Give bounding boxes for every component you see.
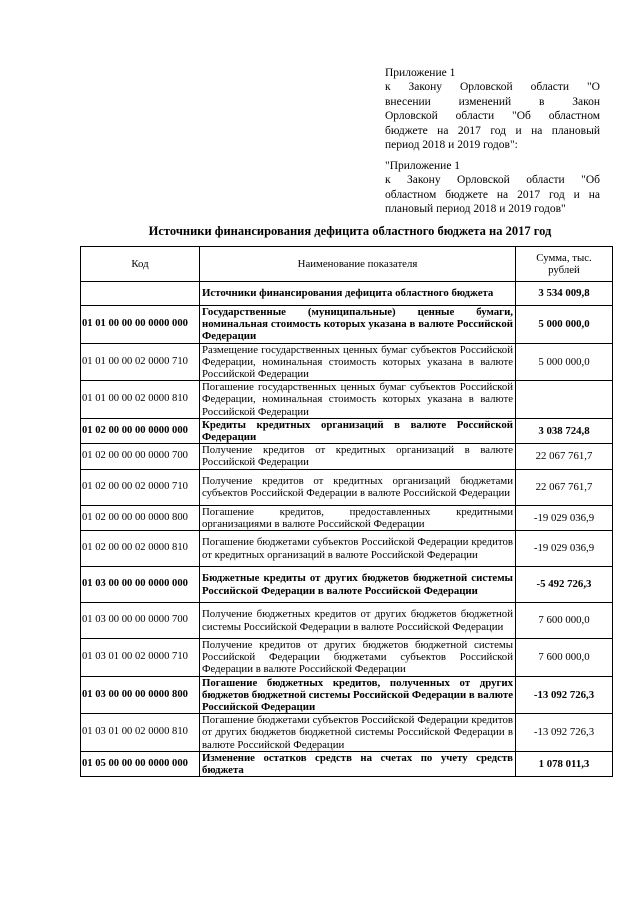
appendix-line: бюджете на 2017 год и на плановый <box>385 124 600 137</box>
table-row <box>81 714 613 752</box>
row-sum: 7 600 000,0 <box>516 603 613 639</box>
row-name: Источники финансирования дефицита областного бюджета <box>200 282 516 306</box>
table-header-row <box>81 247 613 282</box>
row-code: 01 05 00 00 00 0000 000 <box>81 751 200 776</box>
row-sum: 5 000 000,0 <box>516 343 613 381</box>
table-row <box>81 751 613 776</box>
table-row <box>81 505 613 530</box>
row-name: Государственные (муниципальные) ценные бумаги, номинальная стоимость которых указана в валюте Российской Федерации <box>200 306 516 344</box>
row-code: 01 03 01 00 02 0000 810 <box>81 714 200 752</box>
sources-table <box>80 246 613 777</box>
table-row <box>81 639 613 677</box>
row-code: 01 03 00 00 00 0000 800 <box>81 676 200 714</box>
table-row <box>81 282 613 306</box>
appendix-header <box>385 66 600 152</box>
table-row <box>81 306 613 344</box>
row-sum: 1 078 011,3 <box>516 751 613 776</box>
row-name: Погашение кредитов, предоставленных кредитными организациями в валюте Российской Федерации <box>200 505 516 530</box>
row-code: 01 01 00 00 00 0000 000 <box>81 306 200 344</box>
row-name: Погашение бюджетами субъектов Российской Федерации кредитов от других бюджетов бюджетной системы Российской Федерации в валюте Российской Федерации <box>200 714 516 752</box>
table-row <box>81 469 613 505</box>
table-row <box>81 676 613 714</box>
row-sum: 5 000 000,0 <box>516 306 613 344</box>
appendix-quoted-header <box>385 159 600 217</box>
row-code: 01 03 01 00 02 0000 710 <box>81 639 200 677</box>
row-sum: 22 067 761,7 <box>516 469 613 505</box>
row-code: 01 02 00 00 00 0000 000 <box>81 418 200 443</box>
table-row <box>81 381 613 419</box>
row-sum: -5 492 726,3 <box>516 567 613 603</box>
row-sum: 7 600 000,0 <box>516 639 613 677</box>
row-name: Кредиты кредитных организаций в валюте Российской Федерации <box>200 418 516 443</box>
header-sum <box>516 247 613 282</box>
row-sum: 22 067 761,7 <box>516 444 613 469</box>
row-sum: -13 092 726,3 <box>516 676 613 714</box>
row-name: Получение кредитов от кредитных организаций бюджетами субъектов Российской Федерации в валюте Российской Федерации <box>200 469 516 505</box>
table-row <box>81 343 613 381</box>
row-name: Погашение бюджетами субъектов Российской Федерации кредитов от кредитных организаций в валюте Российской Федерации <box>200 531 516 567</box>
row-sum: 3 038 724,8 <box>516 418 613 443</box>
row-name: Бюджетные кредиты от других бюджетов бюджетной системы Российской Федерации в валюте Российской Федерации <box>200 567 516 603</box>
row-name: Погашение бюджетных кредитов, полученных от других бюджетов бюджетной системы Российской Федерации в валюте Российской Федерации <box>200 676 516 714</box>
header-name: Наименование показателя <box>200 247 516 282</box>
row-code: 01 01 00 00 02 0000 710 <box>81 343 200 381</box>
row-code: 01 02 00 00 02 0000 810 <box>81 531 200 567</box>
appendix-line: "Приложение 1 <box>385 160 461 172</box>
row-code: 01 03 00 00 00 0000 700 <box>81 603 200 639</box>
appendix-line: Приложение 1 <box>385 67 456 79</box>
table-row <box>81 418 613 443</box>
row-sum: -13 092 726,3 <box>516 714 613 752</box>
row-name: Погашение государственных ценных бумаг субъектов Российской Федерации, номинальная стоимость которых указана в валюте Российской Федерации <box>200 381 516 419</box>
row-name: Получение кредитов от других бюджетов бюджетной системы Российской Федерации бюджетами субъектов Российской Федерации в валюте Российской Федерации <box>200 639 516 677</box>
row-code: 01 02 00 00 02 0000 710 <box>81 469 200 505</box>
header-code: Код <box>81 247 200 282</box>
row-code: 01 02 00 00 00 0000 800 <box>81 505 200 530</box>
row-name: Размещение государственных ценных бумаг субъектов Российской Федерации, номинальная стоимость которых указана в валюте Российской Федерации <box>200 343 516 381</box>
row-sum: -19 029 036,9 <box>516 505 613 530</box>
row-code: 01 02 00 00 00 0000 700 <box>81 444 200 469</box>
table-row <box>81 567 613 603</box>
appendix-line: внесении изменений в Закон <box>385 95 600 108</box>
table-row <box>81 444 613 469</box>
row-name: Изменение остатков средств на счетах по учету средств бюджета <box>200 751 516 776</box>
appendix-line: областном бюджете на 2017 год и на <box>385 188 600 201</box>
appendix-line: Орловской области "Об областном <box>385 110 600 123</box>
row-code: 01 01 00 00 02 0000 810 <box>81 381 200 419</box>
row-name: Получение бюджетных кредитов от других бюджетов бюджетной системы Российской Федерации в валюте Российской Федерации <box>200 603 516 639</box>
table-body <box>81 282 613 777</box>
table-row <box>81 603 613 639</box>
row-code <box>81 282 200 306</box>
row-sum: 3 534 009,8 <box>516 282 613 306</box>
document-title: Источники финансирования дефицита областного бюджета на 2017 год <box>148 224 552 238</box>
row-name: Получение кредитов от кредитных организаций в валюте Российской Федерации <box>200 444 516 469</box>
row-sum <box>516 381 613 419</box>
table-row <box>81 531 613 567</box>
row-sum: -19 029 036,9 <box>516 531 613 567</box>
appendix-line: период 2018 и 2019 годов": <box>385 139 518 152</box>
appendix-line: плановый период 2018 и 2019 годов" <box>385 203 566 216</box>
header-sum-label: Сумма, тыс. рублей <box>536 251 592 276</box>
appendix-line: к Закону Орловской области "Об <box>385 174 600 187</box>
appendix-line: к Закону Орловской области "О <box>385 81 600 94</box>
row-code: 01 03 00 00 00 0000 000 <box>81 567 200 603</box>
